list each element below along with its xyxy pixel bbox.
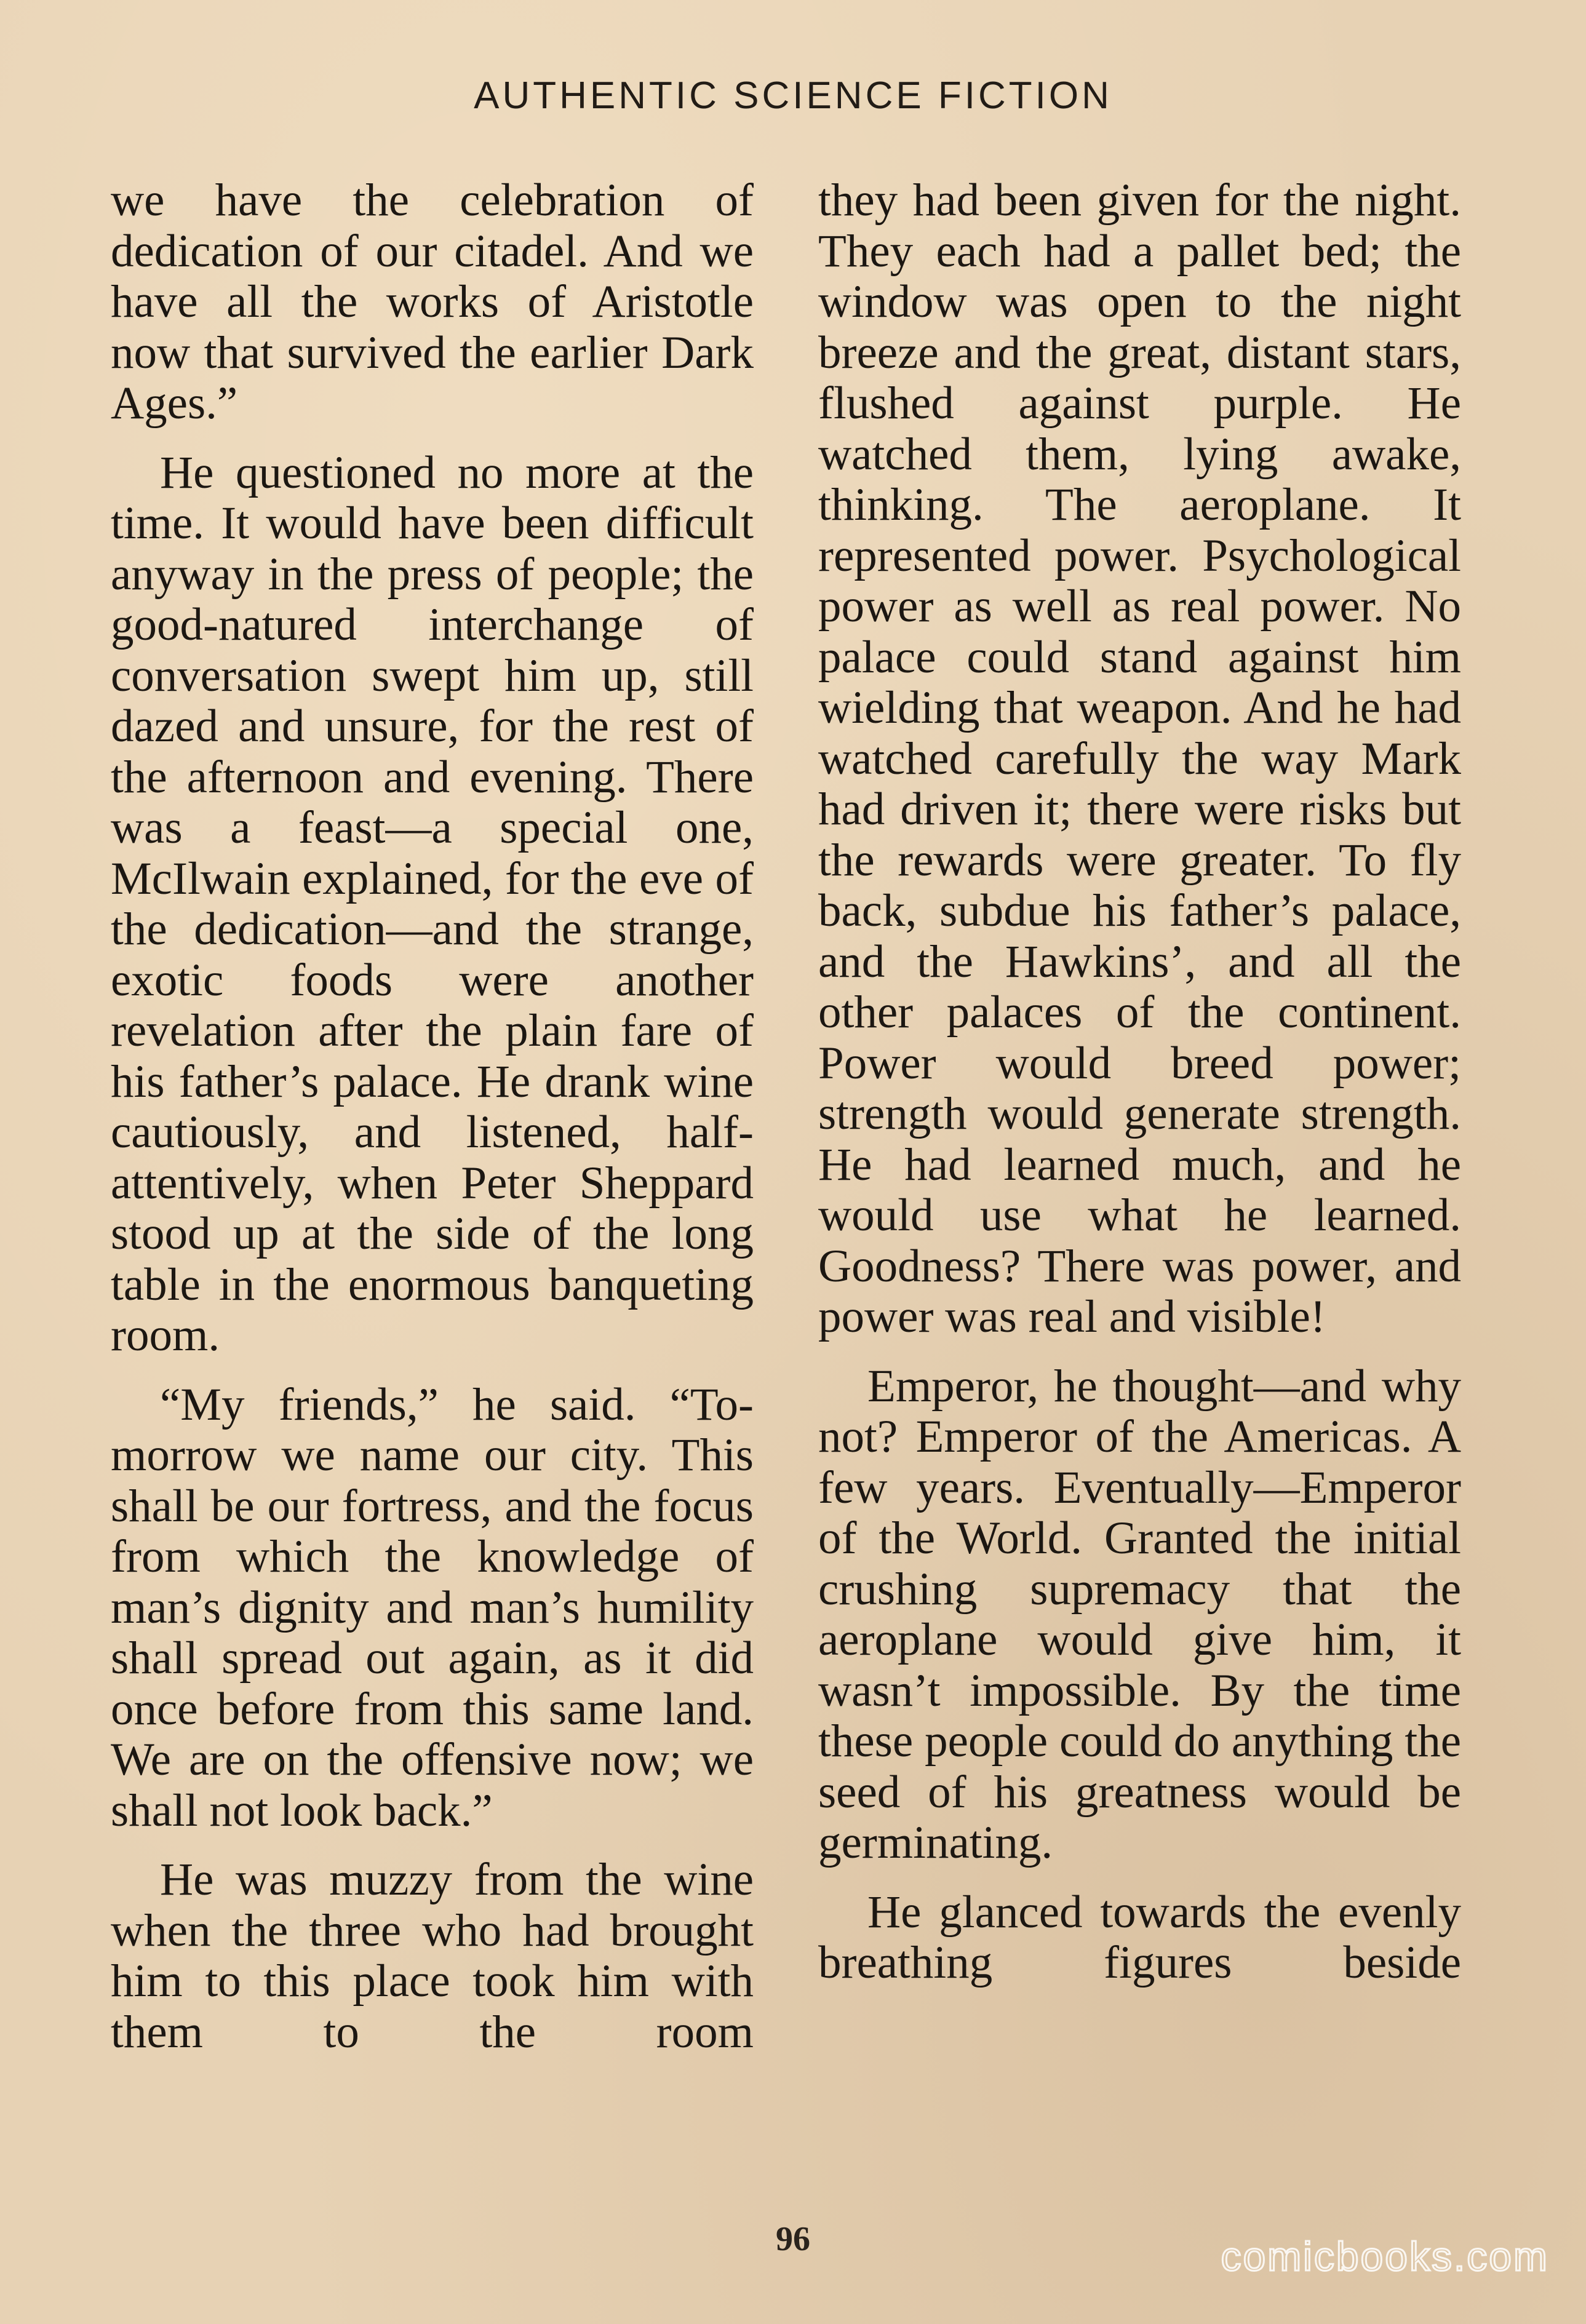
paragraph: we have the celebration of dedication of our citadel. And we have all the works of Aristotle now that survived the earlier Dark Ages.”: [111, 175, 754, 429]
page-number: 96: [776, 2220, 810, 2258]
paragraph: He glanced towards the evenly breathing figures beside: [818, 1886, 1461, 1988]
paragraph: they had been given for the night. They each had a pallet bed; the window was open to the night breeze and the great, distant stars, flushed against purple. He watched them, lying awake, thinking. The aeroplane. It represented power. Psychological power as well as real power. No palace could stand against him wielding that weapon. And he had watched carefully the way Mark had driven it; there were risks but the rewards were greater. To fly back, subdue his father’s palace, and the Hawkins’, and all the other palaces of the continent. Power would breed power; strength would generate strength. He had learned much, and he would use what he learned. Goodness? There was power, and power was real and visible!: [818, 175, 1461, 1342]
paragraph: He questioned no more at the time. It would have been difficult anyway in the press of people; the good-natured interchange of conversation swept him up, still dazed and unsure, for the rest of the afternoon and evening. There was a feast—a special one, McIlwain explained, for the eve of the dedication—and the strange, exotic foods were another revelation after the plain fare of his father’s palace. He drank wine cautiously, and listened, half-attentively, when Peter Sheppard stood up at the side of the long table in the enormous banqueting room.: [111, 447, 754, 1361]
paragraph: “My friends,” he said. “Tomorrow we name our city. This shall be our fortress, and the focus from which the knowledge of man’s dignity and man’s humility shall spread out again, as it did once before from this same land. We are on the offensive now; we shall not look back.”: [111, 1379, 754, 1836]
right-column: [818, 175, 1461, 1989]
running-header: AUTHENTIC SCIENCE FICTION: [474, 74, 1112, 117]
paragraph: Emperor, he thought—and why not? Emperor of the Americas. A few years. Eventually—Emperor of the World. Granted the initial crushing supremacy that the aeroplane would give him, it wasn’t impossible. By the time these people could do anything the seed of his greatness would be germinating.: [818, 1360, 1461, 1868]
left-column: [111, 175, 754, 2058]
watermark: comicbooks.com: [1221, 2234, 1549, 2279]
paragraph: He was muzzy from the wine when the three who had brought him to this place took him with them to the room: [111, 1854, 754, 2058]
